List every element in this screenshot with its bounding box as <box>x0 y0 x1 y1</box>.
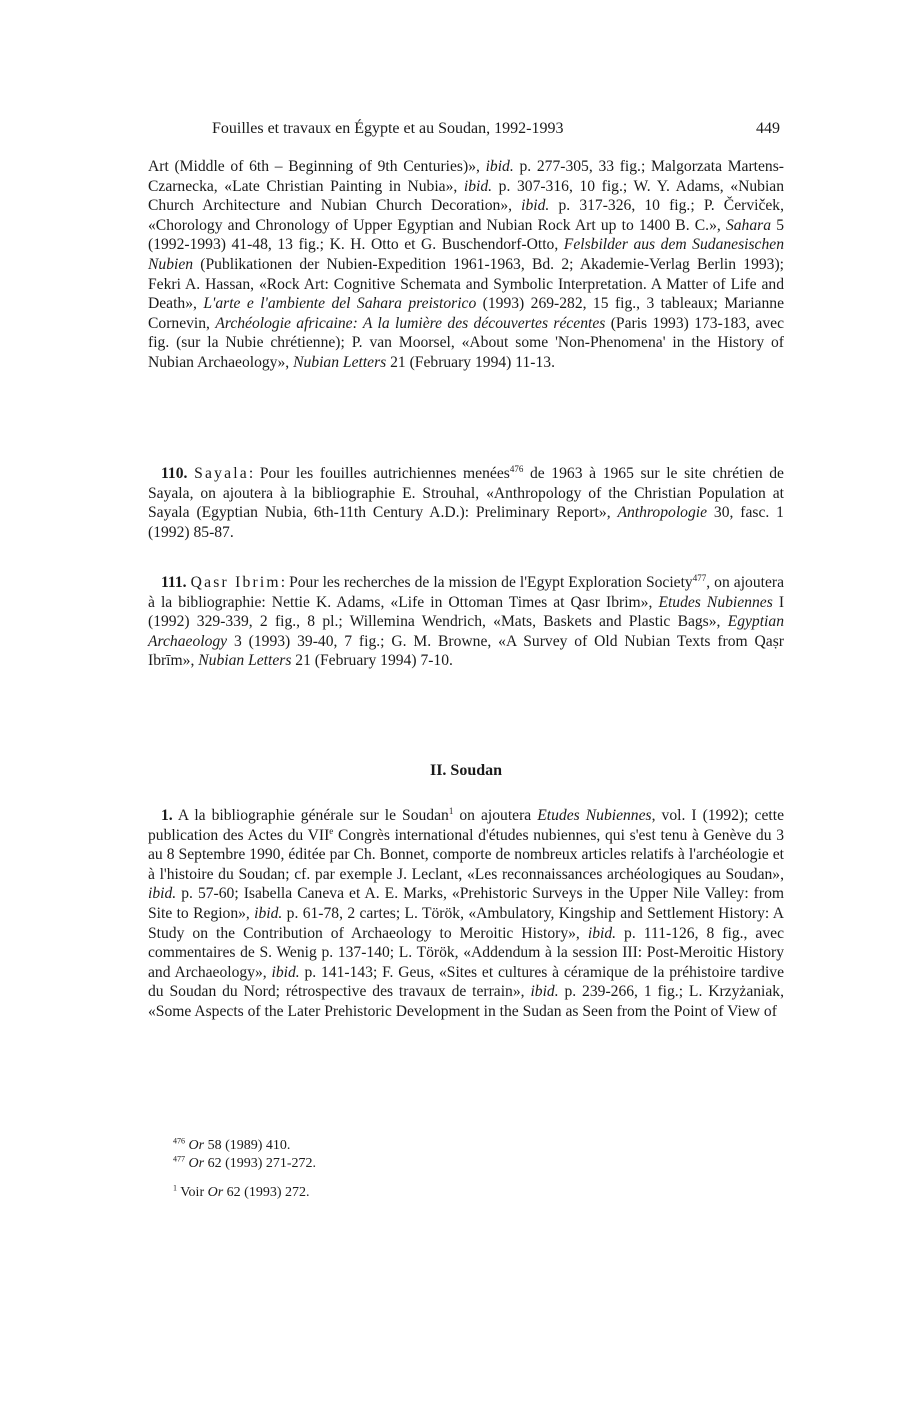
page-number: 449 <box>756 120 780 137</box>
footnote-separator <box>173 1173 316 1184</box>
footnote-ref: 476 <box>509 463 524 474</box>
paragraph-continued: Art (Middle of 6th – Beginning of 9th Centuries)», ibid. p. 277-305, 33 fig.; Malgorzata Martens-Czarnecka, «Late Christian Painting in Nubia», ibid. p. 307-316, 10 fig.; W. Y. Adams, «Nubian Church Architecture and Nubian Church Decoration», ibid. p. 317-326, 10 fig.; P. Červiček, «Chorology and Chronology of Upper Egyptian and Nubian Rock Art up to 1400 B. C.», Sahara 5 (1992-1993) 41-48, 13 fig.; K. H. Otto et G. Buschendorf-Otto, Felsbilder aus dem Sudanesischen Nubien (Publikationen der Nubien-Expedition 1961-1963, Bd. 2; Akademie-Verlag Berlin 1993); Fekri A. Hassan, «Rock Art: Cognitive Schemata and Symbolic Interpretation. A Matter of Life and Death», L'arte e l'ambiente del Sahara preistorico (1993) 269-282, 15 fig., 3 tableaux; Marianne Cornevin, Archéologie africaine: A la lumière des découvertes récentes (Paris 1993) 173-183, avec fig. (sur la Nubie chrétienne); P. van Moorsel, «About some 'Non-Phenomena' in the History of Nubian Archaeology», Nubian Letters 21 (February 1994) 11-13. <box>148 158 785 371</box>
paragraph-111-qasr-ibrim: 111. Qasr Ibrim: Pour les recherches de la mission de l'Egypt Exploration Society$^{477}$, on ajoutera à la bibliographie: Nettie K. Adams, «Life in Ottoman Times at Qasr Ibrim», Etudes Nubiennes I (1992) 329-339, 2 fig., 8 pl.; Willemina Wendrich, «Mats, Baskets and Plastic Bags», Egyptian Archaeology 3 (1993) 39-40, 7 fig.; G. M. Browne, «A Survey of Old Nubian Texts from Qaṣr Ibrīm», Nubian Letters 21 (February 1994) 7-10. <box>148 572 785 670</box>
paragraph-1-soudan: 1. A la bibliographie générale sur le Soudan$^1$ on ajoutera Etudes Nubiennes, vol. I (1992); cette publication des Actes du VIIe Congrès international d'études nubiennes, qui s'est tenu à Genève du 3 au 8 Septembre 1990, éditée par Ch. Bonnet, comporte de nombreux articles relatifs à l'archéologie et à l'histoire du Soudan; cf. par exemple J. Leclant, «Les reconnaissances archéologiques au Soudan», ibid. p. 57-60; Isabella Caneva et A. E. Marks, «Prehistoric Surveys in the Upper Nile Valley: from Site to Region», ibid. p. 61-78, 2 cartes; L. Török, «Ambulatory, Kingship and Settlement History: A Study on the Contribution of Archaeology to Meroitic History», ibid. p. 111-126, 8 fig., avec commentaires de S. Wenig p. 137-140; L. Török, «Addendum à la session III: Post-Meroitic History and Archaeology», ibid. p. 141-143; F. Geus, «Sites et cultures à céramique de la préhistoire tardive du Soudan du Nord; rétrospective des travaux de terrain», ibid. p. 239-266, 1 fig.; L. Krzyżaniak, «Some Aspects of the Later Prehistoric Development in the Sudan as Seen from the Point of View of <box>148 805 784 1020</box>
running-header <box>148 120 784 140</box>
footnotes <box>173 1137 316 1202</box>
footnote-ref: 477 <box>692 572 707 583</box>
paragraph-number: 1. <box>161 807 173 824</box>
section-title: II. Soudan <box>429 762 503 779</box>
footnote: $^{477}$ Or 62 (1993) 271-272. <box>173 1154 317 1171</box>
footnote: $^1$ Voir Or 62 (1993) 272. <box>173 1183 310 1200</box>
paragraph-number: 111. <box>161 574 187 591</box>
site-name: Qasr Ibrim <box>190 574 281 591</box>
paragraph-number: 110. <box>161 465 188 482</box>
footnote: $^{476}$ Or 58 (1989) 410. <box>173 1136 291 1153</box>
paragraph-110-sayala: 110. Sayala: Pour les fouilles autrichiennes menées$^{476}$ de 1963 à 1965 sur le site chrétien de Sayala, on ajoutera à la bibliographie E. Strouhal, «Anthropology of the Christian Population at Sayala (Egyptian Nubia, 6th-11th Century A.D.): Preliminary Report», Anthropologie 30, fasc. 1 (1992) 85-87. <box>148 463 784 541</box>
footnote-ref: 1 <box>448 805 454 816</box>
site-name: Sayala <box>194 465 249 482</box>
running-title: Fouilles et travaux en Égypte et au Soudan, 1992-1993 <box>212 120 564 137</box>
